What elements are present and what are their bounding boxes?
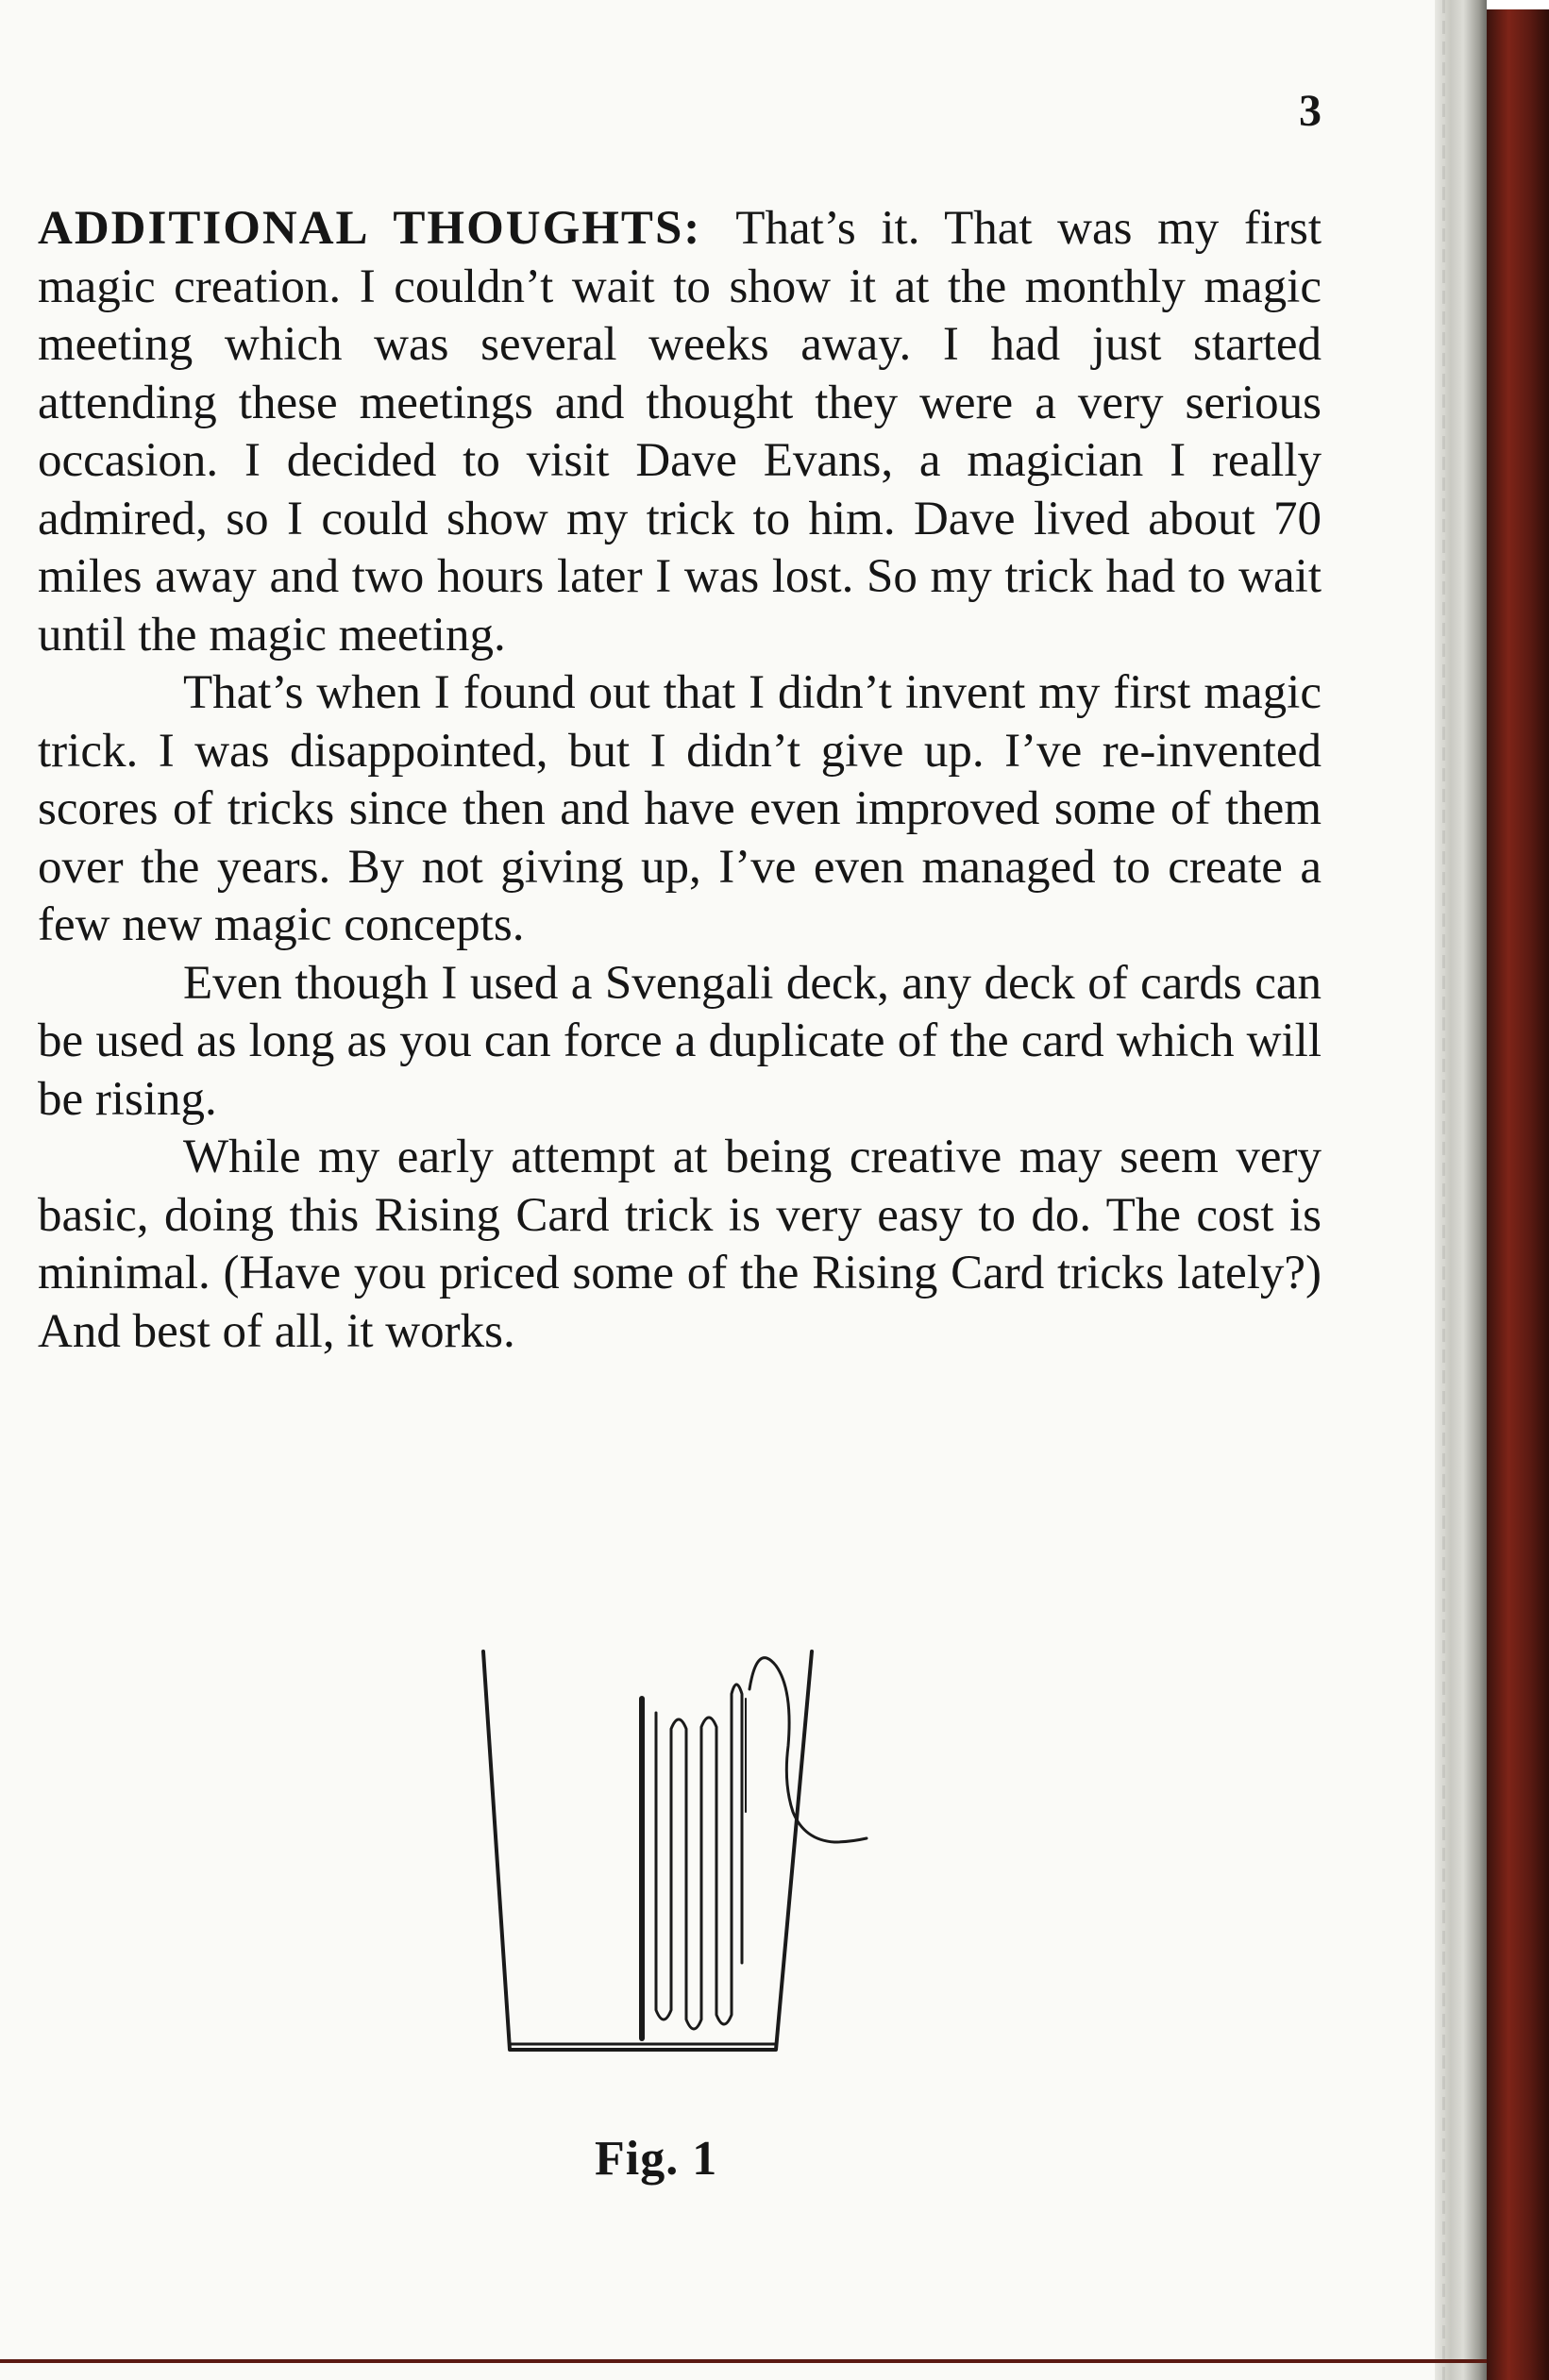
page-stack-edge: [1435, 0, 1487, 2380]
rising-card-illustration: [463, 1623, 953, 2067]
section-heading: ADDITIONAL THOUGHTS:: [38, 202, 702, 255]
bottom-cover-edge: [0, 2359, 1487, 2363]
paragraph-1: [38, 200, 1322, 664]
paragraph-4: While my early attempt at being creative may seem very basic, doing this Rising Card trick is very easy to do. The cost is minimal. (Have you priced some of the Rising Card tricks lately?) And best of all, it works.: [38, 1131, 1322, 1358]
paragraph-2: That’s when I found out that I didn’t invent my first magic trick. I was disappointed, but I didn’t give up. I’ve re-invented scores of tricks since then and have even improved some of them over the years. By not giving up, I’ve even managed to create a few new magic concepts.: [38, 666, 1322, 951]
figure-caption: Fig. 1: [595, 2132, 718, 2186]
paragraph-3: Even though I used a Svengali deck, any deck of cards can be used as long as you can force a duplicate of the card which will be rising.: [38, 956, 1322, 1126]
body-text: [38, 200, 1322, 1361]
paragraph-1-text: That’s it. That was my first magic creation. I couldn’t wait to show it at the monthly magic meeting which was several weeks away. I had just started attending these meetings and thought they were a very serious occasion. I decided to visit Dave Evans, a magician I really admired, so I could show my trick to him. Dave lived about 70 miles away and two hours later I was lost. So my trick had to wait until the magic meeting.: [38, 202, 1322, 662]
page-number: 3: [1299, 86, 1322, 136]
glass-outline: [483, 1651, 812, 2050]
thread-folds: [656, 1684, 742, 2029]
book-cover-edge: [1487, 9, 1549, 2380]
